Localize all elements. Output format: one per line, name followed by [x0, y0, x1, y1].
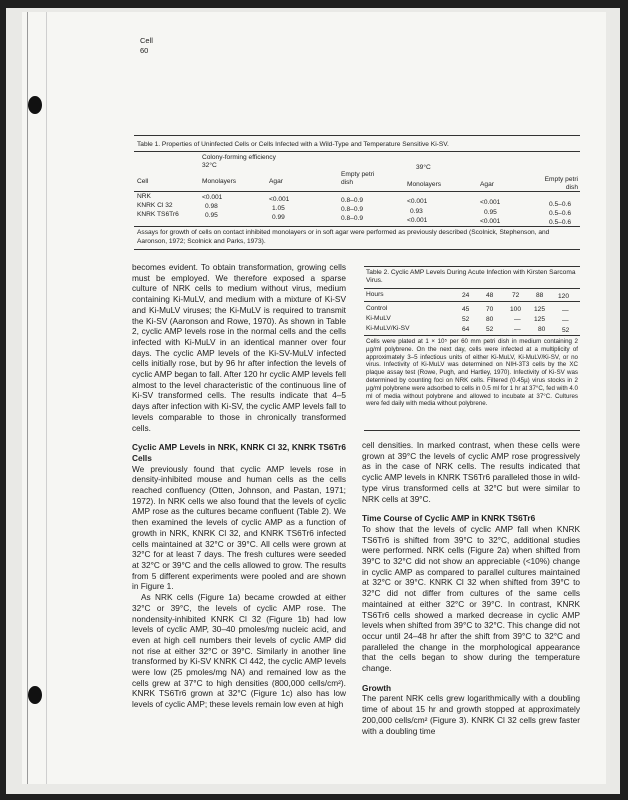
table-2-header: 120: [558, 293, 570, 300]
running-header: [140, 36, 153, 56]
table-1-header: Empty petri dish: [341, 171, 375, 186]
table-cell: <0.001: [269, 196, 290, 203]
table-cell: 0.99: [272, 214, 285, 221]
table-row-label: Ki-MuLV/Ki-SV: [366, 325, 410, 332]
table-1-header-cell: Cell: [137, 178, 149, 185]
table-cell: 45: [462, 306, 470, 313]
table-cell: <0.001: [480, 218, 501, 225]
section-heading: Time Course of Cyclic AMP in KNRK TS6Tr6: [362, 513, 536, 524]
table-row-label: NRK: [137, 193, 151, 200]
table-cell: 0.5–0.6: [549, 210, 571, 217]
table-cell: —: [514, 316, 521, 323]
table-cell: 100: [510, 306, 522, 313]
binding-line: [27, 12, 28, 784]
table-row-label: KNRK Cl 32: [137, 202, 173, 209]
table-1-group-colony: Colony-forming efficiency: [202, 154, 276, 161]
table-cell: 70: [486, 306, 494, 313]
table-2-header: 48: [486, 292, 494, 299]
table-row-label: Control: [366, 305, 388, 312]
table-2-caption: Table 2. Cyclic AMP Levels During Acute Infection with Kirsten Sarcoma Virus.: [366, 269, 576, 285]
table-1-header: Agar: [269, 178, 283, 185]
table-cell: —: [562, 317, 569, 324]
punch-hole-top: [28, 96, 42, 114]
table-cell: 0.5–0.6: [549, 219, 571, 226]
table-cell: 0.8–0.9: [341, 215, 363, 222]
table-cell: 0.8–0.9: [341, 206, 363, 213]
table-cell: <0.001: [480, 199, 501, 206]
table-cell: 0.95: [205, 212, 218, 219]
paragraph: To show that the levels of cyclic AMP fall when KNRK TS6Tr6 is shifted from 39°C to 32°C, additional studies were performed. NRK cells (Figure 2a) when shifted from 39°C to 32°C did not show an appreciable (<10%) change in cyclic AMP as compared to parallel cultures maintained at 32°C or 39°C. KNRK Cl 32 when shifted from 39°C to 32°C did not differ from cultures of the same cells maintained at either 32°C or 39°C. In contrast, KNRK TS6Tr6 cells showed a marked decrease in cyclic AMP levels when shifted from 39°C to 32°C. This change did not occur until 24–48 hr after the shift from 39°C to 32°C and paralleled the change in the morphological appearance that the cells began to show during the temperature change.: [362, 523, 580, 674]
table-cell: 0.93: [410, 208, 423, 215]
left-text-column: [132, 262, 346, 710]
table-cell: 0.5–0.6: [549, 201, 571, 208]
table-2-footnote: Cells were plated at 1 × 10⁵ per 60 mm petri dish in medium containing 2 µg/ml polybrene. On the next day, cells were infected at a multiplicity of approximately 3–5 infectious units of either Ki-MuLV, Ki-MuLV/Ki-SV, or no virus. Infectivity of Ki-MuLV was determined on NIH-3T3 cells by the XC plaque assay test (Rowe, Pugh, and Hartley, 1970). Infectivity of Ki-SV was determined by counting foci on NRK cells. Filtered (0.45µ) virus stocks in 2 µg/ml polybrene were adsorbed to cells in 0.5 ml for 1 hr at 37°C, fed with 4.0 ml of media without polybrene and allowed to incubate at 37°C. Cultures were fed daily with media without polybrene.: [366, 338, 578, 408]
table-1-caption: Table 1. Properties of Uninfected Cells or Cells Infected with a Wild-Type and Temperature Sensitive Ki-SV.: [137, 141, 449, 148]
paragraph: We previously found that cyclic AMP levels rose in density-inhibited mouse and human cells as the cells reached confluency (Otten, Johnson, and Pastan, 1971; 1972). In NRK cells we also found that the levels of cyclic AMP rose as the cultures became confluent (Table 2). We then examined the levels of cyclic AMP as a function of growth in NRK, KNRK Cl 32, and KNRK TS6Tr6 infected cells maintained at 32°C or 39°C. All cells were grown at 32°C for at least 7 days. The fresh cultures were seeded at 32°C or 39°C and the cells allowed to grow. The results from 5 different experiments were pooled and are shown in Figure 1.: [132, 463, 346, 592]
table-2-header: 88: [536, 292, 544, 299]
paragraph: As NRK cells (Figure 1a) became crowded at either 32°C or 39°C, the levels of cyclic AMP rose. The nondensity-inhibited KNRK Cl 32 (Figure 1b) had low levels of cyclic AMP, 30–40 pmoles/mg nucleic acid, and even at high cell numbers their levels of cyclic AMP did not rise at either 32°C or 39°C. Similarly in another line transformed by Ki-SV KNRK Cl 442, the cyclic AMP levels were low (25 pmoles/mg NA) and remained low as the cells grew at 37°C to high densities (800,000 cells/cm²). KNRK TS6Tr6 grown at 32°C (Figure 1c) also has low levels of cyclic AMP; these levels remain low even at high: [132, 592, 346, 710]
binding-line-inner: [46, 12, 47, 784]
table-2-header: 24: [462, 292, 470, 299]
paragraph: The parent NRK cells grew logarithmically with a doubling time of about 15 hr and growth stopped at approximately 200,000 cells/cm² (Figure 3). KNRK Cl 32 cells grew faster with a doubling time: [362, 693, 580, 736]
table-cell: 80: [486, 316, 494, 323]
table-cell: 0.8–0.9: [341, 197, 363, 204]
table-2-header: Hours: [366, 291, 384, 298]
table-cell: <0.001: [407, 217, 428, 224]
section-heading: Growth: [362, 682, 392, 693]
table-1-header: Monolayers: [407, 181, 442, 188]
table-2-header: 72: [512, 292, 520, 299]
table-row-label: Ki-MuLV: [366, 315, 391, 322]
table-cell: 80: [538, 326, 546, 333]
table-cell: —: [514, 326, 521, 333]
table-cell: 52: [462, 316, 470, 323]
table-cell: —: [562, 307, 569, 314]
table-cell: 125: [534, 316, 546, 323]
table-cell: 1.05: [272, 205, 285, 212]
table-cell: 64: [462, 326, 470, 333]
table-cell: <0.001: [202, 194, 223, 201]
table-1-footnote: Assays for growth of cells on contact inhibited monolayers or in soft agar were performed as previously described (Scolnick, Stephenson, and Aaronson, 1972; Scolnick and Parks, 1973).: [137, 229, 550, 245]
table-2: [364, 266, 580, 426]
table-1-group-32: 32°C: [202, 162, 217, 169]
right-text-column: [362, 440, 580, 736]
table-cell: 125: [534, 306, 546, 313]
journal-name: Cell: [140, 36, 153, 45]
page-number: 60: [140, 46, 149, 55]
table-row-label: KNRK TS6Tr6: [137, 211, 179, 218]
paragraph: cell densities. In marked contrast, when these cells were grown at 39°C the levels of cyclic AMP rose progressively as in the case of NRK cells. The results indicated that cyclic AMP levels in KNRK TS6Tr6 paralleled those in wild-type virus transformed cells at 32°C but were similar to NRK cells at 39°C.: [362, 440, 580, 504]
table-cell: 0.95: [484, 209, 497, 216]
table-cell: 52: [486, 326, 494, 333]
table-cell: 0.98: [205, 203, 218, 210]
table-1-header: Empty petri dish: [544, 176, 578, 191]
table-1: [134, 135, 580, 253]
table-cell: <0.001: [407, 198, 428, 205]
table-1-header: Agar: [480, 181, 494, 188]
table-1-header: Monolayers: [202, 178, 237, 185]
table-1-group-39: 39°C: [416, 164, 431, 171]
punch-hole-bottom: [28, 686, 42, 704]
table-cell: 52: [562, 327, 570, 334]
section-heading: Cyclic AMP Levels in NRK, KNRK Cl 32, KNRK TS6Tr6 Cells: [132, 442, 346, 463]
paragraph: becomes evident. To obtain transformation, growing cells must be employed. We therefore exposed a sparse culture of NRK cells to medium without virus, medium containing Ki-MuLV, and medium with a mixture of Ki-SV and Ki-MuLV viruses; the Ki-MuLV is required to transmit the Ki-SV (Aaronson and Rowe, 1970). As shown in Table 2, cyclic AMP levels rose in the normal cells and the cells infected with Ki-MuLV in an identical manner over four days. The cyclic AMP levels of the Ki-SV-MuLV infected cells initially rose, but by 96 hr after infection the levels of cyclic AMP began to fall. After 120 hr cyclic AMP levels fell almost to the level characteristic of the continuous line of Ki-SV transformed cells. The results indicate that 4–5 days after infection with Ki-SV, the cyclic AMP levels fall to levels comparable to those in chronically transformed cells.: [132, 262, 346, 433]
